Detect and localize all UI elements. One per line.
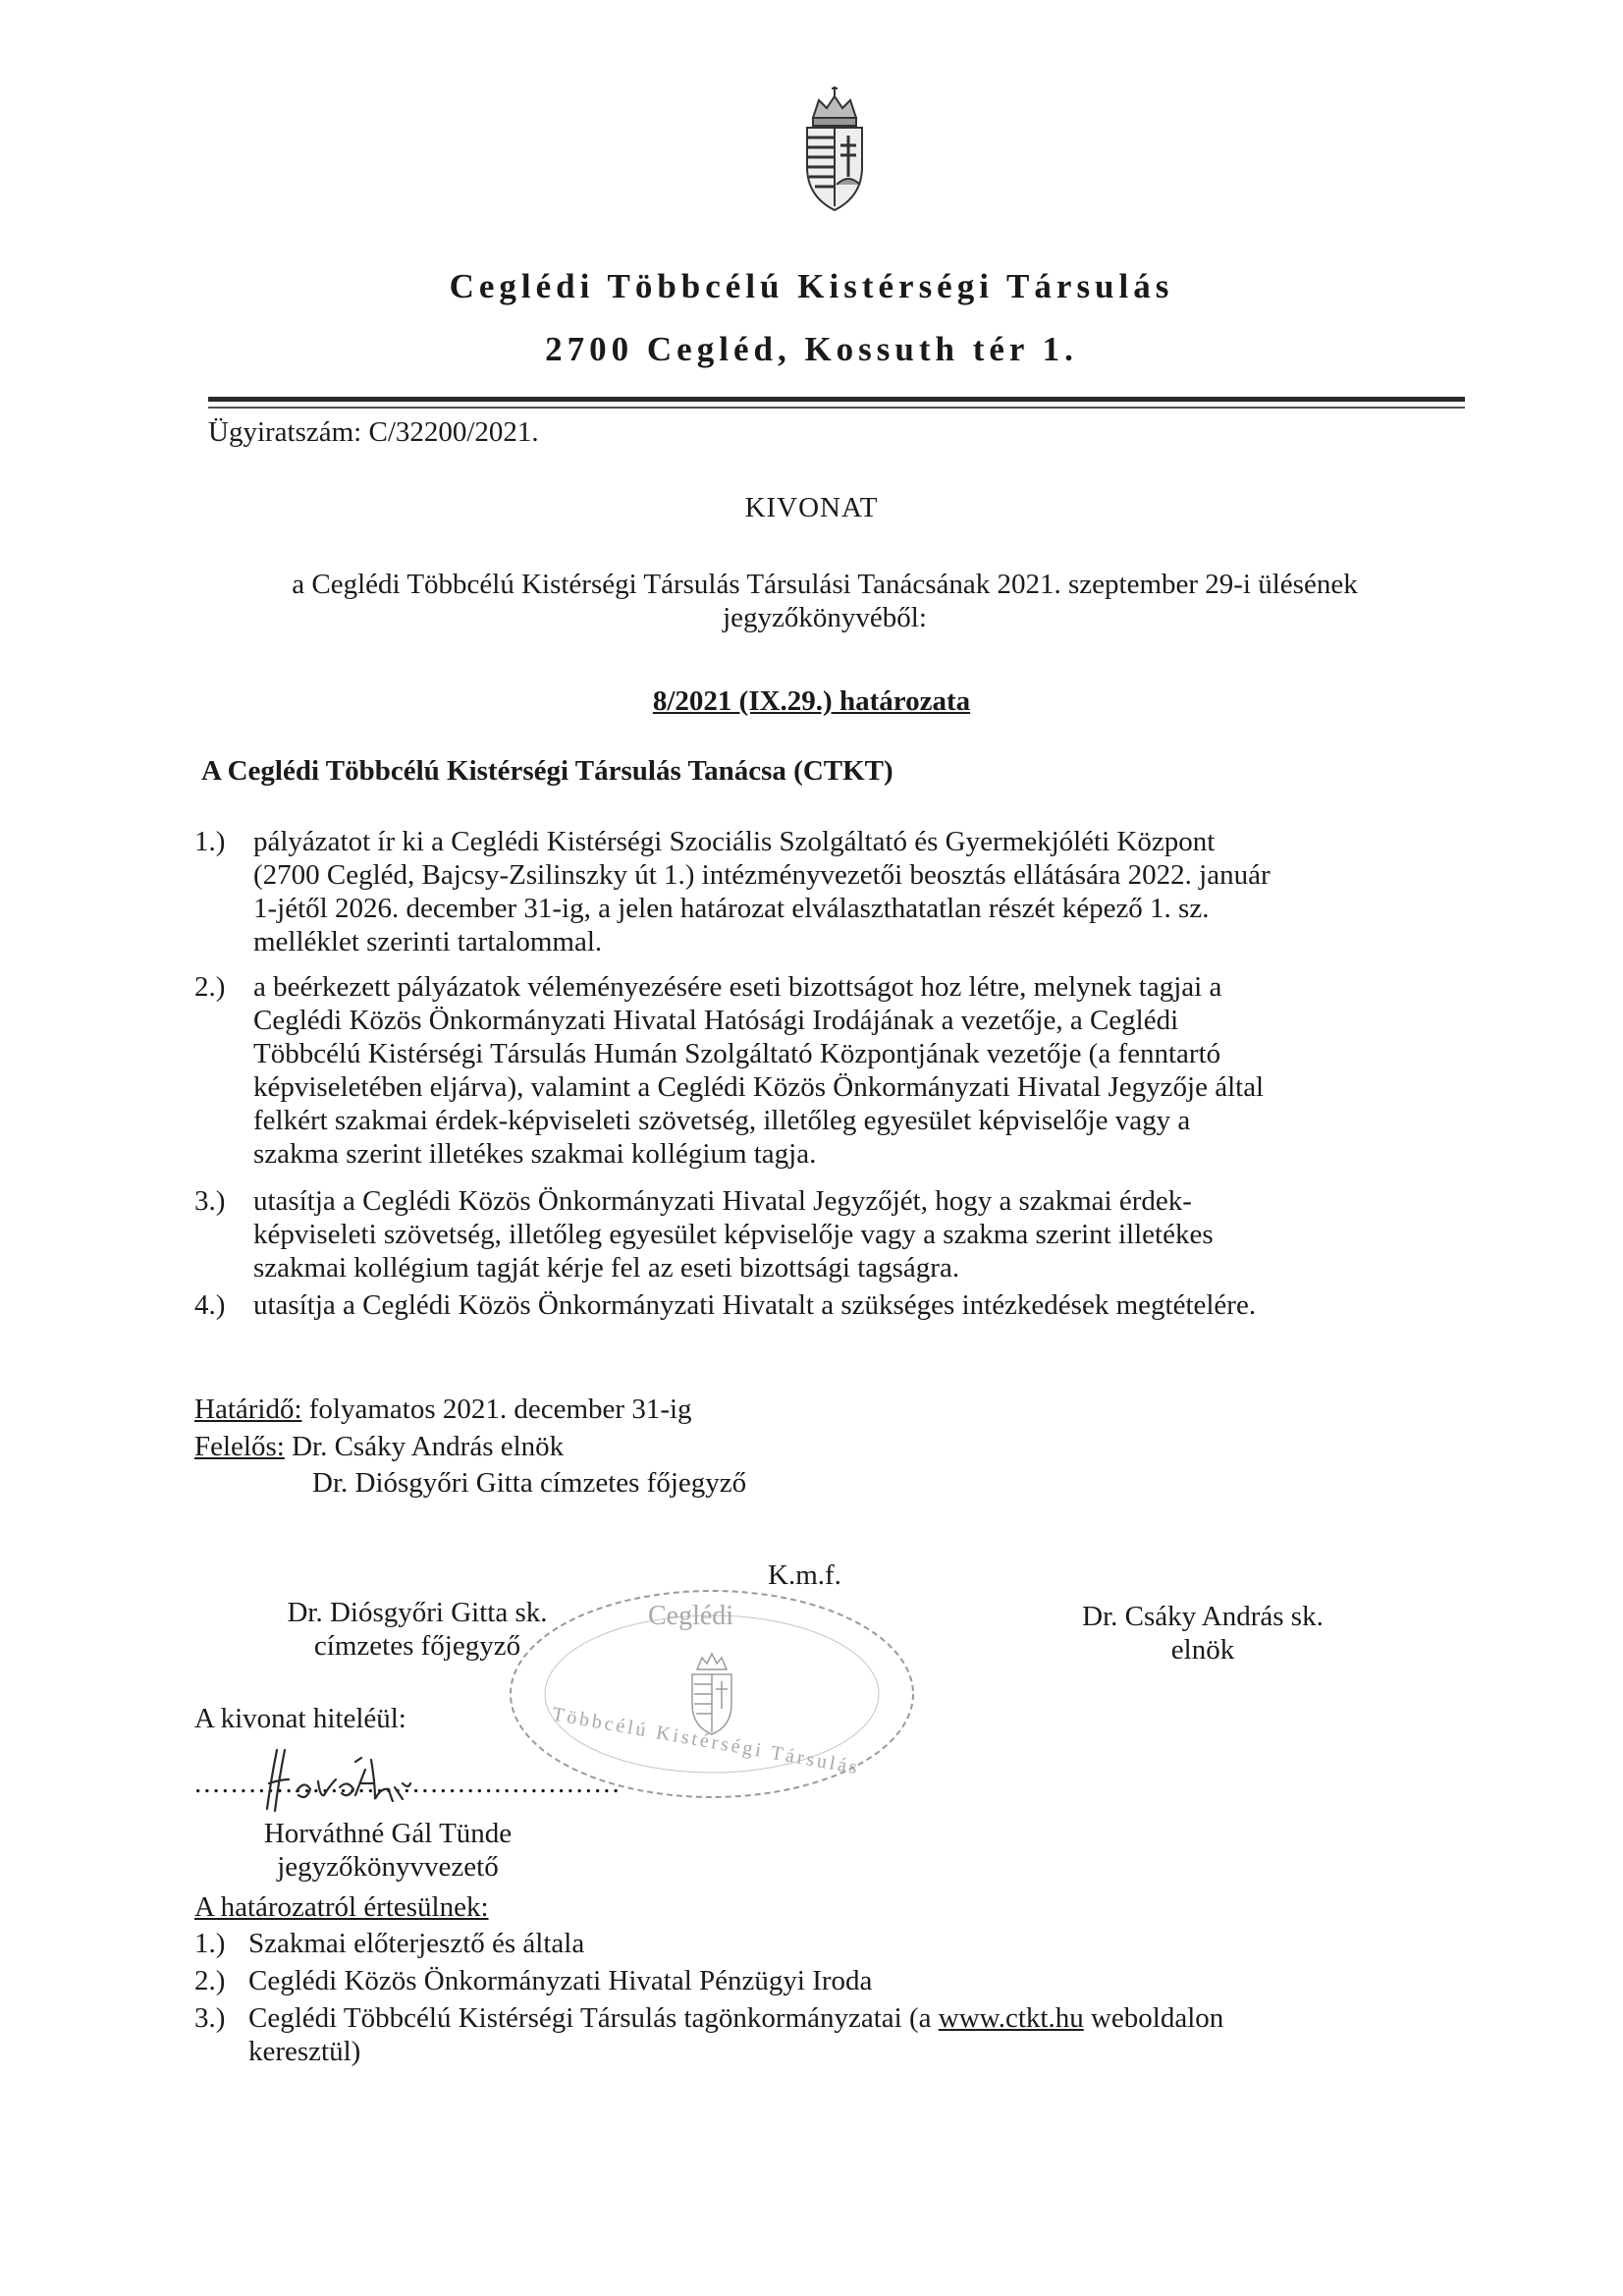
deadline-label: Határidő: [194,1394,302,1425]
deadline [194,1393,692,1426]
notified-label: A határozatról értesülnek: [194,1891,489,1923]
item-number: 2.) [194,971,226,1003]
item-line: utasítja a Ceglédi Közös Önkormányzati Hivatalt a szükséges intézkedések megtételére. [253,1289,1257,1321]
kmf: K.m.f. [768,1559,841,1591]
organization-address: 2700 Cegléd, Kossuth tér 1. [545,330,1078,368]
notified-item-text: Szakmai előterjesztő és általa [248,1928,585,1959]
website-link[interactable]: www.ctkt.hu [938,2002,1084,2034]
item-line: utasítja a Ceglédi Közös Önkormányzati Hivatal Jegyzőjét, hogy a szakmai érdek- [253,1185,1192,1217]
responsible-second: Dr. Diósgyőri Gitta címzetes főjegyző [312,1467,747,1499]
item-line: felkért szakmai érdek-képviseleti szövetség, illetőleg egyesület képviselője vagy a [253,1105,1191,1136]
document-title: KIVONAT [744,492,879,523]
minutes-keeper-role: jegyzőkönyvvezető [277,1851,499,1883]
notified-item [194,1927,1441,1960]
item-line: Ceglédi Közös Önkormányzati Hivatal Hatósági Irodájának a vezetője, a Ceglédi [253,1005,1179,1036]
notified-item-text: Ceglédi Többcélú Kistérségi Társulás tagönkormányzatai (a [248,2002,939,2034]
council-heading: A Ceglédi Többcélú Kistérségi Társulás Tanácsa (CTKT) [201,755,893,787]
responsible [194,1430,564,1463]
case-number: Ügyiratszám: C/32200/2021. [208,416,539,448]
decision-item [194,1288,1439,1322]
signatory-right [1041,1600,1365,1667]
item-line: a beérkezett pályázatok véleményezésére eseti bizottságot hoz létre, melynek tagjai a [253,971,1222,1003]
item-line: képviseletében eljárva), valamint a Ceglédi Közös Önkormányzati Hivatal Jegyzője által [253,1071,1265,1103]
decision-item [194,970,1439,1204]
responsible-value: Dr. Csáky András elnök [284,1431,565,1462]
stamp-text-top: Ceglédi [648,1601,734,1631]
item-line: Többcélú Kistérségi Társulás Humán Szolgáltató Központjának vezetője (a fenntartó [253,1038,1221,1069]
item-line: pályázatot ír ki a Ceglédi Kistérségi Szociális Szolgáltató és Gyermekjóléti Központ [253,826,1216,857]
deadline-value: folyamatos 2021. december 31-ig [301,1394,692,1425]
signatory-left-role: címzetes főjegyző [313,1630,521,1662]
authentication-label: A kivonat hiteléül: [194,1703,406,1734]
notified-item-number: 2.) [194,1965,226,1996]
signature-line: ............................................... [194,1768,622,1799]
decision-item [194,825,1439,992]
handwritten-signature-icon [245,1740,481,1819]
item-line: 1-jétől 2026. december 31-ig, a jelen határozat elválaszthatatlan részét képező 1. sz. [253,893,1210,924]
notified-item-number: 1.) [194,1928,226,1959]
minutes-keeper [245,1817,530,1884]
item-line: szakmai kollégium tagját kérje fel az eseti bizottsági tagságra. [253,1252,960,1284]
intro-text: a Ceglédi Többcélú Kistérségi Társulás Társulási Tanácsának 2021. szeptember 29-i ülésének jegyzőkönyvéből: [292,569,1358,633]
stamp-text-bottom: Többcélú Kistérségi Társulás [550,1703,862,1779]
decision-number: 8/2021 (IX.29.) határozata [652,685,971,717]
signatory-right-role: elnök [1170,1634,1235,1666]
item-line: szakma szerint illetékes szakmai kollégium tagja. [253,1138,817,1170]
header-divider [208,397,1465,402]
notified-item-text: Ceglédi Közös Önkormányzati Hivatal Pénzügyi Iroda [248,1965,873,1996]
signatory-left [255,1596,579,1663]
signatory-left-name: Dr. Diósgyőri Gitta sk. [287,1597,548,1628]
minutes-keeper-name: Horváthné Gál Tünde [263,1818,513,1849]
header-divider-thin [208,407,1465,409]
signatory-right-name: Dr. Csáky András sk. [1082,1601,1324,1632]
item-number: 4.) [194,1289,226,1321]
organization-name: Ceglédi Többcélú Kistérségi Társulás [449,267,1174,305]
notified-item-text: keresztül) [248,2036,361,2067]
item-line: melléklet szerinti tartalommal. [253,926,603,957]
item-line: (2700 Cegléd, Bajcsy-Zsilinszky út 1.) intézményvezetői beosztás ellátására 2022. január [253,859,1271,891]
item-line: képviseleti szövetség, illetőleg egyesület képviselője vagy a szakma szerint illetékes [253,1219,1214,1250]
item-number: 1.) [194,826,226,857]
notified-item [194,2001,1441,2068]
notified-item-text: weboldalon [1083,2002,1224,2034]
item-number: 3.) [194,1185,226,1217]
notified-item [194,1964,1441,1997]
notified-item-number: 3.) [194,2002,226,2034]
coat-of-arms-icon [785,86,884,214]
responsible-label: Felelős: [194,1431,285,1462]
